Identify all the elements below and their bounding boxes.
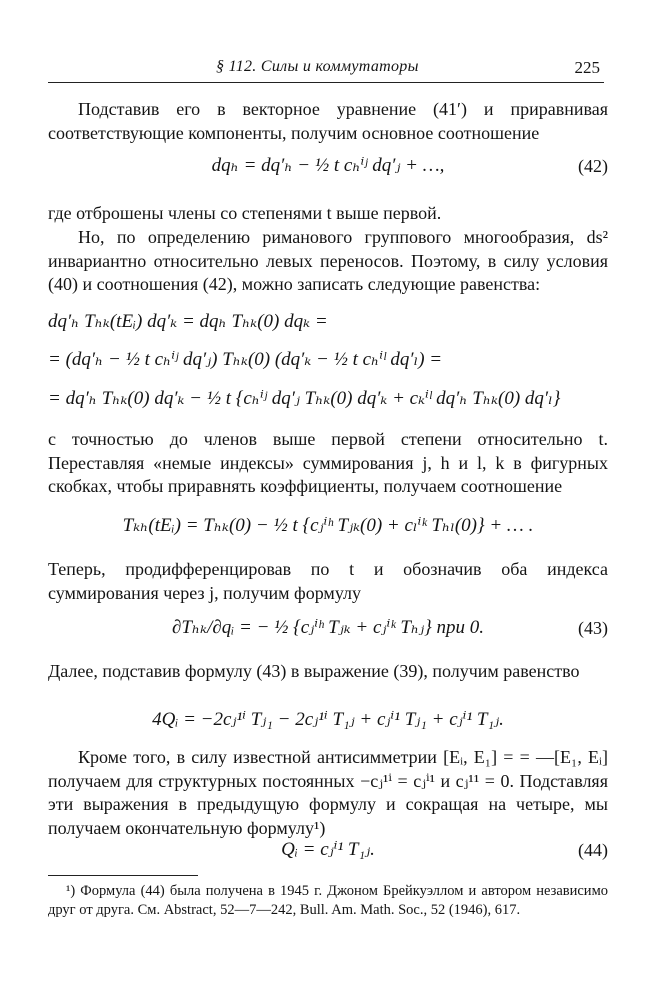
equation-42-number: (42) [578,156,608,176]
equation-42-body: dqₕ = dq′ₕ − ½ t cₕⁱʲ dq′ⱼ + …, [211,155,445,176]
equation-T [48,510,608,542]
paragraph-1: Подставив его в векторное уравнение (41′) и приравнивая соответствующие компоненты, получим основное соотношение [48,99,608,143]
equation-43 [48,612,608,644]
page-number: 225 [574,58,600,77]
equation-44 [48,834,608,866]
equation-line-b-body: = (dq′ₕ − ½ t cₕⁱʲ dq′ⱼ) Tₕₖ(0) (dq′ₖ − ½ t cₕⁱˡ dq′ₗ) = [48,349,443,370]
equation-43-number: (43) [578,618,608,638]
paragraph-2: где отброшены члены со степенями t выше первой. [48,203,442,223]
equation-line-b [48,344,608,376]
equation-line-a-body: dq′ₕ Tₕₖ(tEᵢ) dq′ₖ = dqₕ Tₕₖ(0) dqₖ = [48,311,328,332]
running-head: § 112. Силы и коммутаторы [216,58,419,75]
equation-44-number: (44) [578,840,608,860]
paragraph-5: Теперь, продифференцировав по t и обозначив оба индекса суммирования через j, получим формулу [48,559,608,603]
page-header [48,52,604,83]
equation-Q-sum [48,704,608,736]
equation-line-c-body: = dq′ₕ Tₕₖ(0) dq′ₖ − ½ t {cₕⁱʲ dq′ⱼ Tₕₖ(0) dq′ₖ + cₖⁱˡ dq′ₕ Tₕₖ(0) dq′ₗ} [48,388,561,409]
footnote: ¹) Формула (44) была получена в 1945 г. Джоном Брейкуэллом и автором независимо друг от друга. См. Abstract, 52—7—242, Bull. Am. Math. Soc., 52 (1946), 617. [48,883,608,918]
paragraph-6: Далее, подставив формулу (43) в выражение (39), получим равенство [48,661,580,681]
equation-line-c [48,383,608,415]
equation-Q-sum-body: 4Qᵢ = −2cⱼ¹ⁱ Tⱼ₁ − 2cⱼ¹ⁱ T₁ⱼ + cⱼⁱ¹ Tⱼ₁ + cⱼⁱ¹ T₁ⱼ. [152,709,504,730]
paragraph-7: Кроме того, в силу известной антисимметрии [Eᵢ, E₁] = = —[E₁, Eᵢ] получаем для структурных постоянных −cⱼ¹ⁱ = cⱼⁱ¹ и cⱼ¹¹ = 0. Подставляя эти выражения в предыдущую формулу и сокращая на четыре, мы получаем окончательную формулу¹) [48,747,608,838]
footnote-rule [48,875,198,876]
paragraph-3: Но, по определению риманового группового многообразия, ds² инвариантно относительно левых переносов. Поэтому, в силу условия (40) и соотношения (42), можно записать следующие равенства: [48,227,608,294]
equation-42 [48,150,608,182]
equation-44-body: Qᵢ = cⱼⁱ¹ T₁ⱼ. [281,839,375,860]
paragraph-4: с точностью до членов выше первой степени относительно t. Переставляя «немые индексы» суммирования j, h и l, k в фигурных скобках, чтобы приравнять коэффициенты, получаем соотношение [48,429,608,496]
equation-line-a [48,306,608,338]
equation-43-body: ∂Tₕₖ/∂qᵢ = − ½ {cⱼⁱʰ Tⱼₖ + cⱼⁱᵏ Tₕⱼ} при 0. [171,617,485,638]
equation-T-body: Tₖₕ(tEᵢ) = Tₕₖ(0) − ½ t {cⱼⁱʰ Tⱼₖ(0) + cₗⁱᵏ Tₕₗ(0)} + … . [122,515,534,536]
